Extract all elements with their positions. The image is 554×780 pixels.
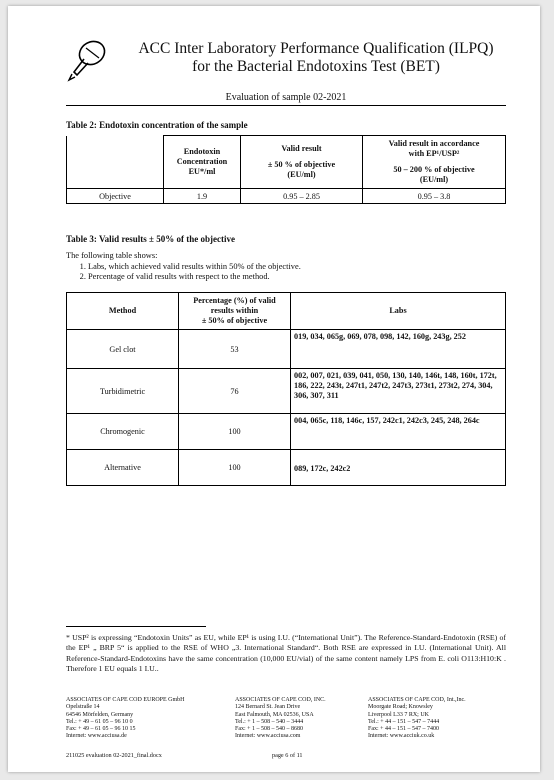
- header-text: Valid result in accordance: [388, 139, 480, 148]
- header-text: (EU/ml): [419, 175, 449, 184]
- address-line: Liverpool L33 7 RX; UK: [368, 711, 429, 718]
- address-line: Tel.: + 1 – 508 – 540 – 3444: [235, 718, 304, 725]
- address-line: Internet: www.acciuk.co.uk: [368, 733, 435, 740]
- table-row: [67, 369, 506, 414]
- address-usa: [235, 697, 326, 741]
- table-row: [67, 414, 506, 450]
- cell-percentage: 100: [179, 414, 291, 450]
- address-uk: [368, 697, 466, 741]
- header-text: with EP¹/USP²: [408, 149, 460, 158]
- cell-valid-ep-range: 0.95 – 3.8: [363, 189, 506, 204]
- cell-percentage: 76: [179, 369, 291, 414]
- endotoxin-concentration-table: [66, 135, 506, 204]
- header-text: Valid result: [281, 144, 322, 153]
- cell-concentration: 1.9: [164, 189, 241, 204]
- address-line: Moorgate Road; Knowsley: [368, 704, 433, 711]
- address-line: 124 Bernard St. Jean Drive: [235, 704, 301, 711]
- company-name: ASSOCIATES OF CAPE COD EUROPE GmbH: [66, 697, 185, 703]
- header-text: (EU/ml): [287, 170, 316, 179]
- cell-method: Alternative: [67, 450, 179, 486]
- header-text: 50 – 200 % of objective: [393, 165, 475, 174]
- company-name: ASSOCIATES OF CAPE COD, Int.,Inc.: [368, 697, 466, 703]
- logo-icon: [66, 36, 110, 82]
- address-line: Internet: www.acciusa.de: [66, 733, 127, 740]
- document-page: [8, 6, 540, 772]
- address-europe: [66, 697, 185, 741]
- valid-results-table: [66, 292, 506, 486]
- header-text: Concentration: [176, 157, 228, 166]
- col-header-valid-ep: [363, 136, 506, 189]
- header-text: Endotoxin: [183, 147, 221, 156]
- page-title: [126, 40, 506, 76]
- table-row: [67, 450, 506, 486]
- table2-heading: Table 2: Endotoxin concentration of the sample: [66, 120, 248, 130]
- empty-header-cell: [67, 136, 164, 189]
- address-line: East Falmouth, MA 02536, USA: [235, 711, 314, 718]
- address-line: Fax: + 1 – 508 – 540 – 8680: [235, 726, 304, 733]
- header-text: ± 50 % of objective: [267, 160, 336, 169]
- header-text: Percentage (%) of valid: [193, 296, 276, 305]
- cell-labs: 004, 065c, 118, 146c, 157, 242c1, 242c3, 245, 248, 264c: [291, 414, 506, 450]
- cell-labs: 019, 034, 065g, 069, 078, 098, 142, 160g, 243g, 252: [291, 330, 506, 369]
- table-header-row: [67, 136, 506, 189]
- col-header-valid-result: [241, 136, 363, 189]
- cell-method: Turbidimetric: [67, 369, 179, 414]
- address-line: Opelstraße 14: [66, 704, 100, 711]
- footnote-divider: [66, 626, 206, 627]
- address-line: Fax: + 49 – 61 05 – 96 10 15: [66, 726, 136, 733]
- list-item: 1. Labs, which achieved valid results within 50% of the objective.: [88, 262, 301, 273]
- table-row: [67, 189, 506, 204]
- header-text: EU*/ml: [188, 167, 216, 176]
- col-header-method: Method: [67, 293, 179, 330]
- intro-text: The following table shows:: [66, 251, 158, 260]
- cell-method: Chromogenic: [67, 414, 179, 450]
- table-header-row: [67, 293, 506, 330]
- company-name: ASSOCIATES OF CAPE COD, INC.: [235, 697, 326, 703]
- address-line: Internet: www.acciusa.com: [235, 733, 301, 740]
- cell-labs: 002, 007, 021, 039, 041, 050, 130, 140, 146t, 148, 160t, 172t, 186, 222, 243t, 247t1, 247t2, 247t3, 273t1, 273t2, 274, 304, 306, 307, 311: [291, 369, 506, 414]
- intro-list: [66, 262, 301, 283]
- cell-percentage: 53: [179, 330, 291, 369]
- title-line-1: ACC Inter Laboratory Performance Qualification (ILPQ): [138, 40, 494, 57]
- header-text: ± 50% of objective: [201, 316, 268, 325]
- footer-page-number: page 6 of 11: [272, 752, 303, 759]
- footer-filename: 211025 evaluation 02-2021_final.docx: [66, 752, 162, 759]
- cell-method: Gel clot: [67, 330, 179, 369]
- evaluation-subheading: Evaluation of sample 02-2021: [66, 92, 506, 106]
- address-line: Tel.: + 49 – 61 05 – 96 10 0: [66, 718, 133, 725]
- table-row: [67, 330, 506, 369]
- row-label: Objective: [67, 189, 164, 204]
- col-header-labs: Labs: [291, 293, 506, 330]
- col-header-percentage: [179, 293, 291, 330]
- header-text: results within: [210, 306, 259, 315]
- col-header-concentration: [164, 136, 241, 189]
- list-item: 2. Percentage of valid results with respect to the method.: [88, 272, 301, 283]
- footnote: * USP² is expressing “Endotoxin Units” as EU, while EP¹ is using I.U. (“International Unit”). The Reference-Standard-Endotoxin (RSE) of the EP¹ „ BRP 5“ is applied to the RSE of WHO „3. International Standard“. Both RSE are expressed in I.U. (International Unit). All Reference-Standard-Endotoxins have the same concentration (10,000 EU/vial) of the same content namely LPS from E. coli O113:H10:K . Therefore 1 EU equals 1 I.U..: [66, 633, 506, 674]
- cell-percentage: 100: [179, 450, 291, 486]
- address-line: 64546 Mörfelden, Germany: [66, 711, 134, 718]
- address-line: Tel.: + 44 – 151 – 547 – 7444: [368, 718, 440, 725]
- table3-intro: [66, 251, 301, 283]
- cell-valid-range: 0.95 – 2.85: [241, 189, 363, 204]
- table3-heading: Table 3: Valid results ± 50% of the objective: [66, 234, 235, 244]
- cell-labs: 089, 172c, 242c2: [291, 450, 506, 486]
- address-line: Fax: + 44 – 151 – 547 – 7400: [368, 726, 440, 733]
- title-line-2: for the Bacterial Endotoxins Test (BET): [192, 58, 440, 75]
